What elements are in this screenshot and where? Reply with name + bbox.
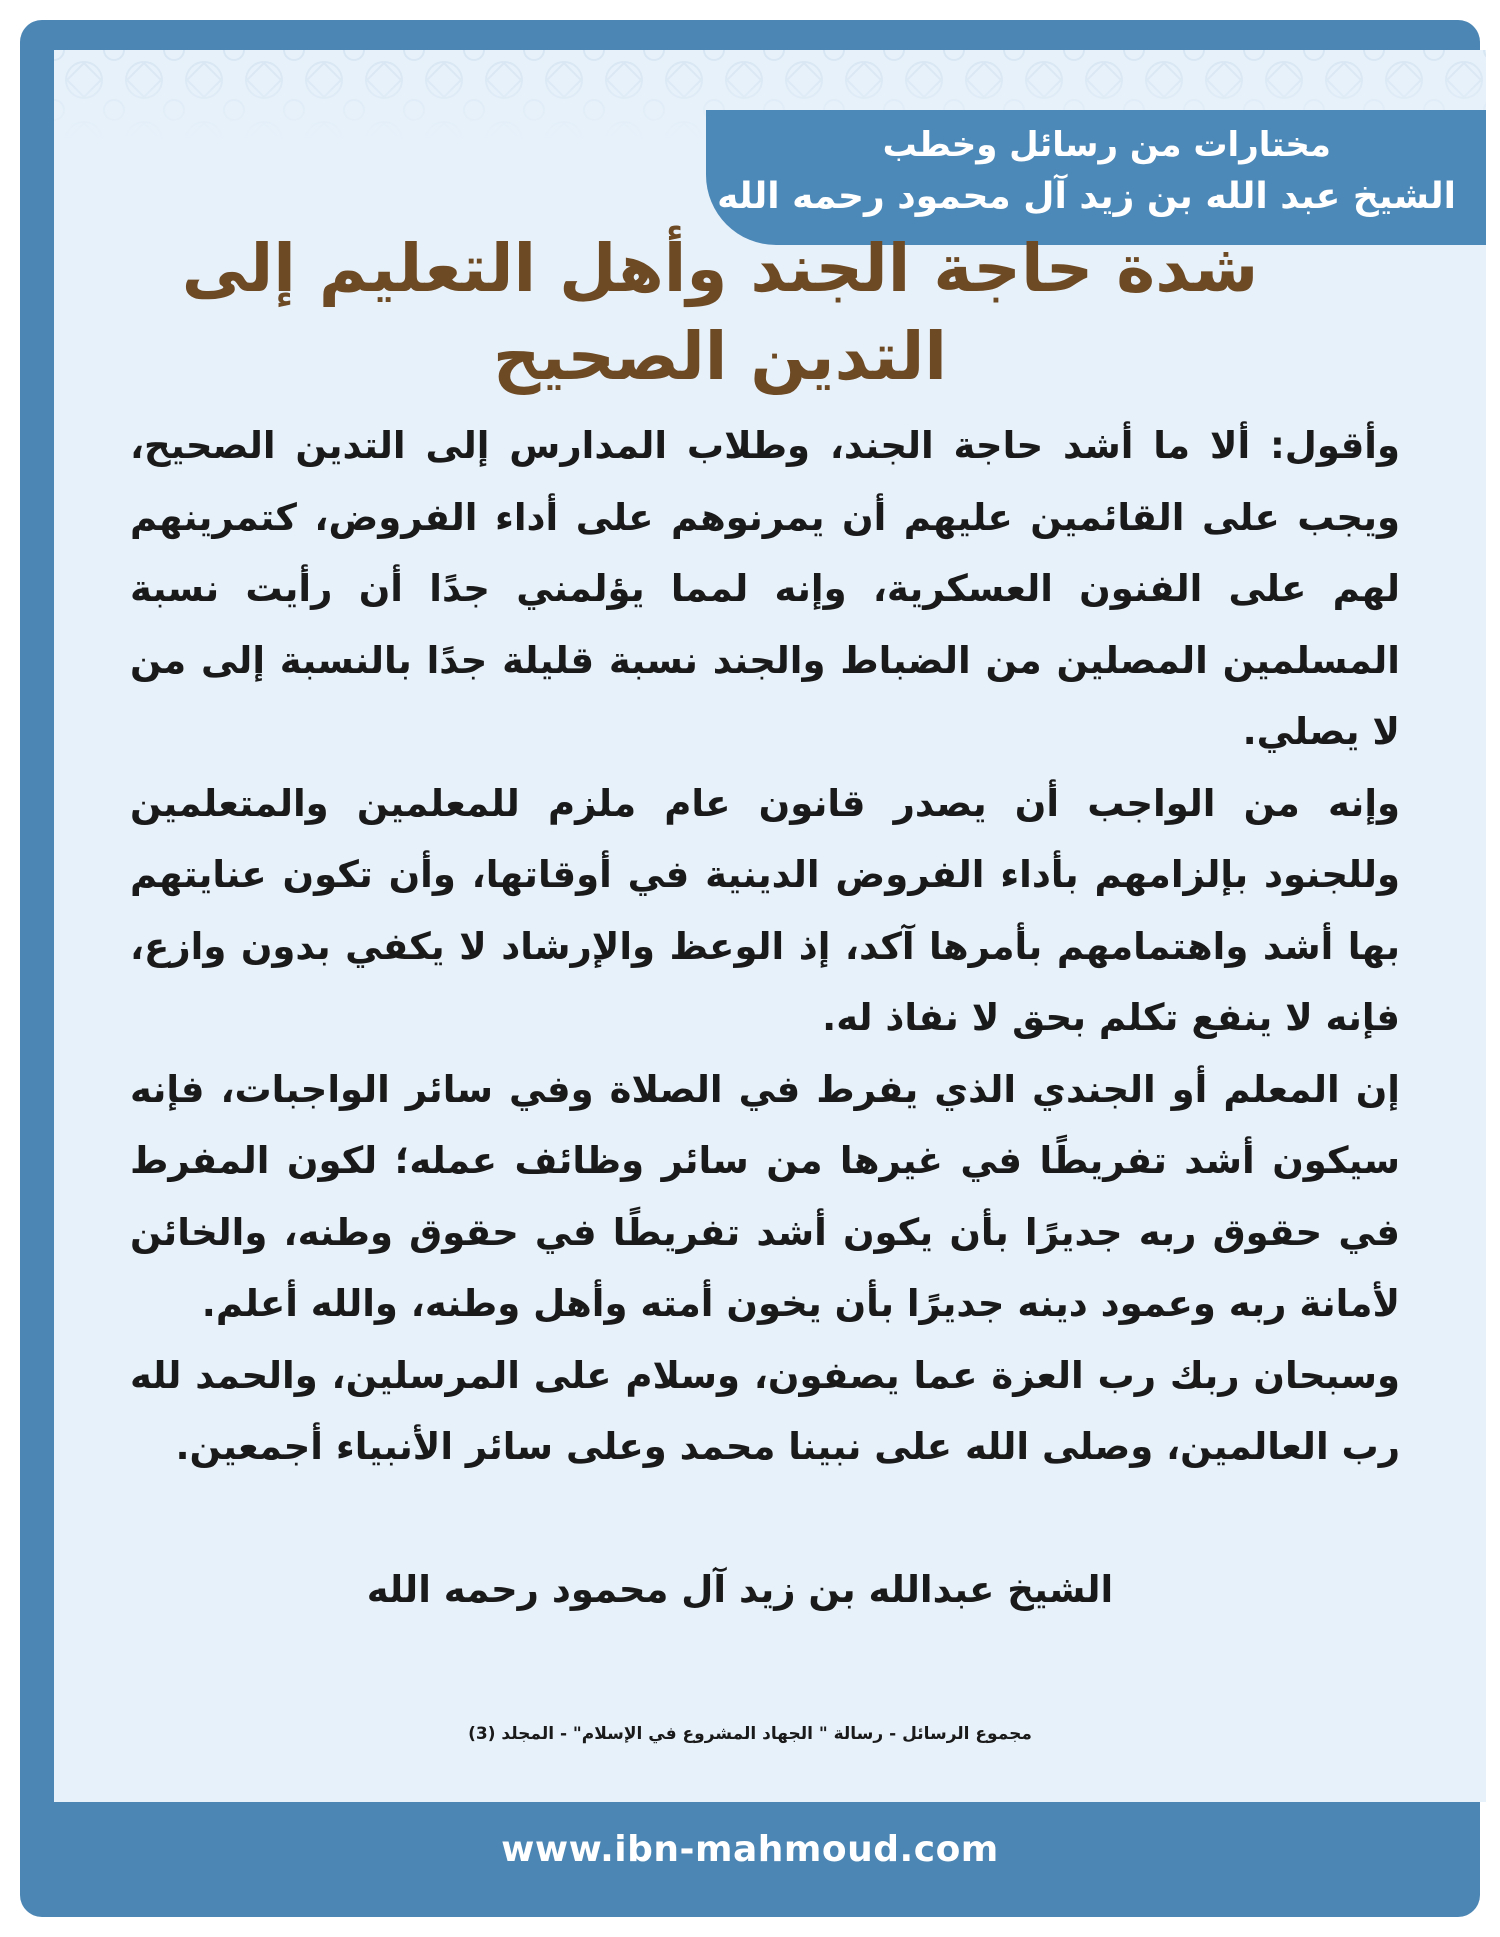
paragraph: وأقول: ألا ما أشد حاجة الجند، وطلاب المدارس إلى التدين الصحيح، ويجب على القائمين عليهم أن يمرنوهم على أداء الفروض، كتمرينهم لهم على الفنون العسكرية، وإنه لمما يؤلمني جدًا أن رأيت نسبة المسلمين المصلين من الضباط والجند نسبة قليلة جدًا بالنسبة إلى من لا يصلي. <box>130 424 1400 753</box>
header-author-name: الشيخ عبد الله بن زيد آل محمود رحمه الله <box>717 176 1456 217</box>
paragraph: إن المعلم أو الجندي الذي يفرط في الصلاة وفي سائر الواجبات، فإنه سيكون أشد تفريطًا في غيرها من سائر وظائف عمله؛ لكون المفرط في حقوق ربه جديرًا بأن يكون أشد تفريطًا في حقوق وطنه، والخائن لأمانة ربه وعمود دينه جديرًا بأن يخون أمته وأهل وطنه، والله أعلم. <box>130 1067 1400 1325</box>
author-signature: الشيخ عبدالله بن زيد آل محمود رحمه الله <box>366 1568 1114 1611</box>
source-citation: مجموع الرسائل - رسالة " الجهاد المشروع في الإسلام" - المجلد (3) <box>468 1724 1032 1744</box>
paragraph: وإنه من الواجب أن يصدر قانون عام ملزم للمعلمين والمتعلمين وللجنود بإلزامهم بأداء الفروض الدينية في أوقاتها، وأن تكون عنايتهم بها أشد واهتمامهم بأمرها آكد، إذ الوعظ والإرشاد لا يكفي بدون وازع، فإنه لا ينفع تكلم بحق لا نفاذ له. <box>130 781 1400 1039</box>
paragraph: وسبحان ربك رب العزة عما يصفون، وسلام على المرسلين، والحمد لله رب العالمين، وصلى الله على نبينا محمد وعلى سائر الأنبياء أجمعين. <box>130 1353 1400 1468</box>
footer-website-link[interactable]: www.ibn-mahmoud.com <box>501 1829 999 1870</box>
header-series-title: مختارات من رسائل وخطب <box>882 125 1331 165</box>
article-body <box>130 410 1400 1483</box>
page-title: شدة حاجة الجند وأهل التعليم إلى التدين الصحيح <box>181 230 1259 395</box>
